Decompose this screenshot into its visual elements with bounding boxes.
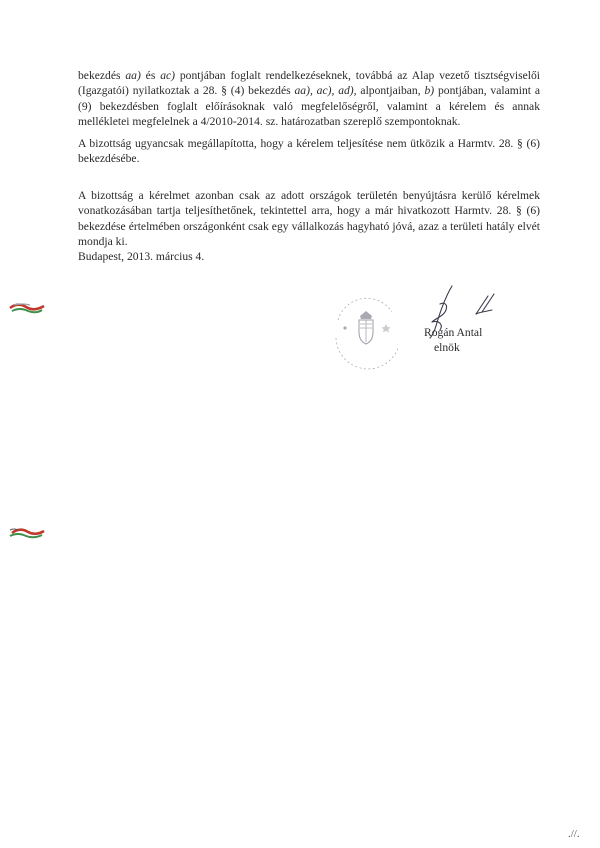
p1-italic-3: aa), ac), ad), [294, 84, 357, 98]
paragraph-3: A bizottság a kérelmet azonban csak az adott országok területén benyújtásra kerülő kérelmek vonatkozásában tartja teljesíthetőnek, tekintettel arra, hogy a már hivatkozott Harmtv. 28. § (6) bekezdése értelmében országonként csak egy vállalkozás hagyható jóvá, azaz a területi hatály elvét mondja ki. [78, 189, 540, 249]
page-continuation-mark: .//. [568, 828, 580, 840]
official-stamp-icon [326, 290, 406, 372]
paragraph-2: A bizottság ugyancsak megállapította, hogy a kérelem teljesítése nem ütközik a Harmtv. 28. § (6) bekezdésébe. [78, 137, 540, 166]
paragraph-1 [78, 68, 540, 130]
p1-text-5: pontjában, valamint a (9) bekezdésben foglalt előírásoknak való megfelelőségről, valamint a kérelem és annak mellékletei megfelelnek a 4/2010-2014. sz. határozatban szereplő szempontoknak. [78, 84, 540, 129]
signer-name: Rogán Antal [424, 326, 483, 339]
p1-text-2: és [140, 69, 161, 82]
p1-text-3: pontjában foglalt rendelkezéseknek, továbbá az Alap vezető tisztségviselői (Igazgatói) nyilatkoztak a 28. § (4) bekezdés [78, 69, 540, 98]
place-date: Budapest, 2013. március 4. [78, 250, 205, 263]
p1-text-1: bekezdés [78, 69, 126, 82]
p1-italic-1: aa) [125, 69, 141, 82]
signer-title: elnök [434, 341, 460, 354]
p1-text-4: alpontjaiban, [356, 84, 425, 98]
margin-flag-mark-icon [8, 300, 46, 316]
margin-flag-mark-icon [8, 524, 46, 540]
p1-italic-2: ac) [160, 69, 176, 82]
p1-italic-4: b) [424, 84, 435, 98]
